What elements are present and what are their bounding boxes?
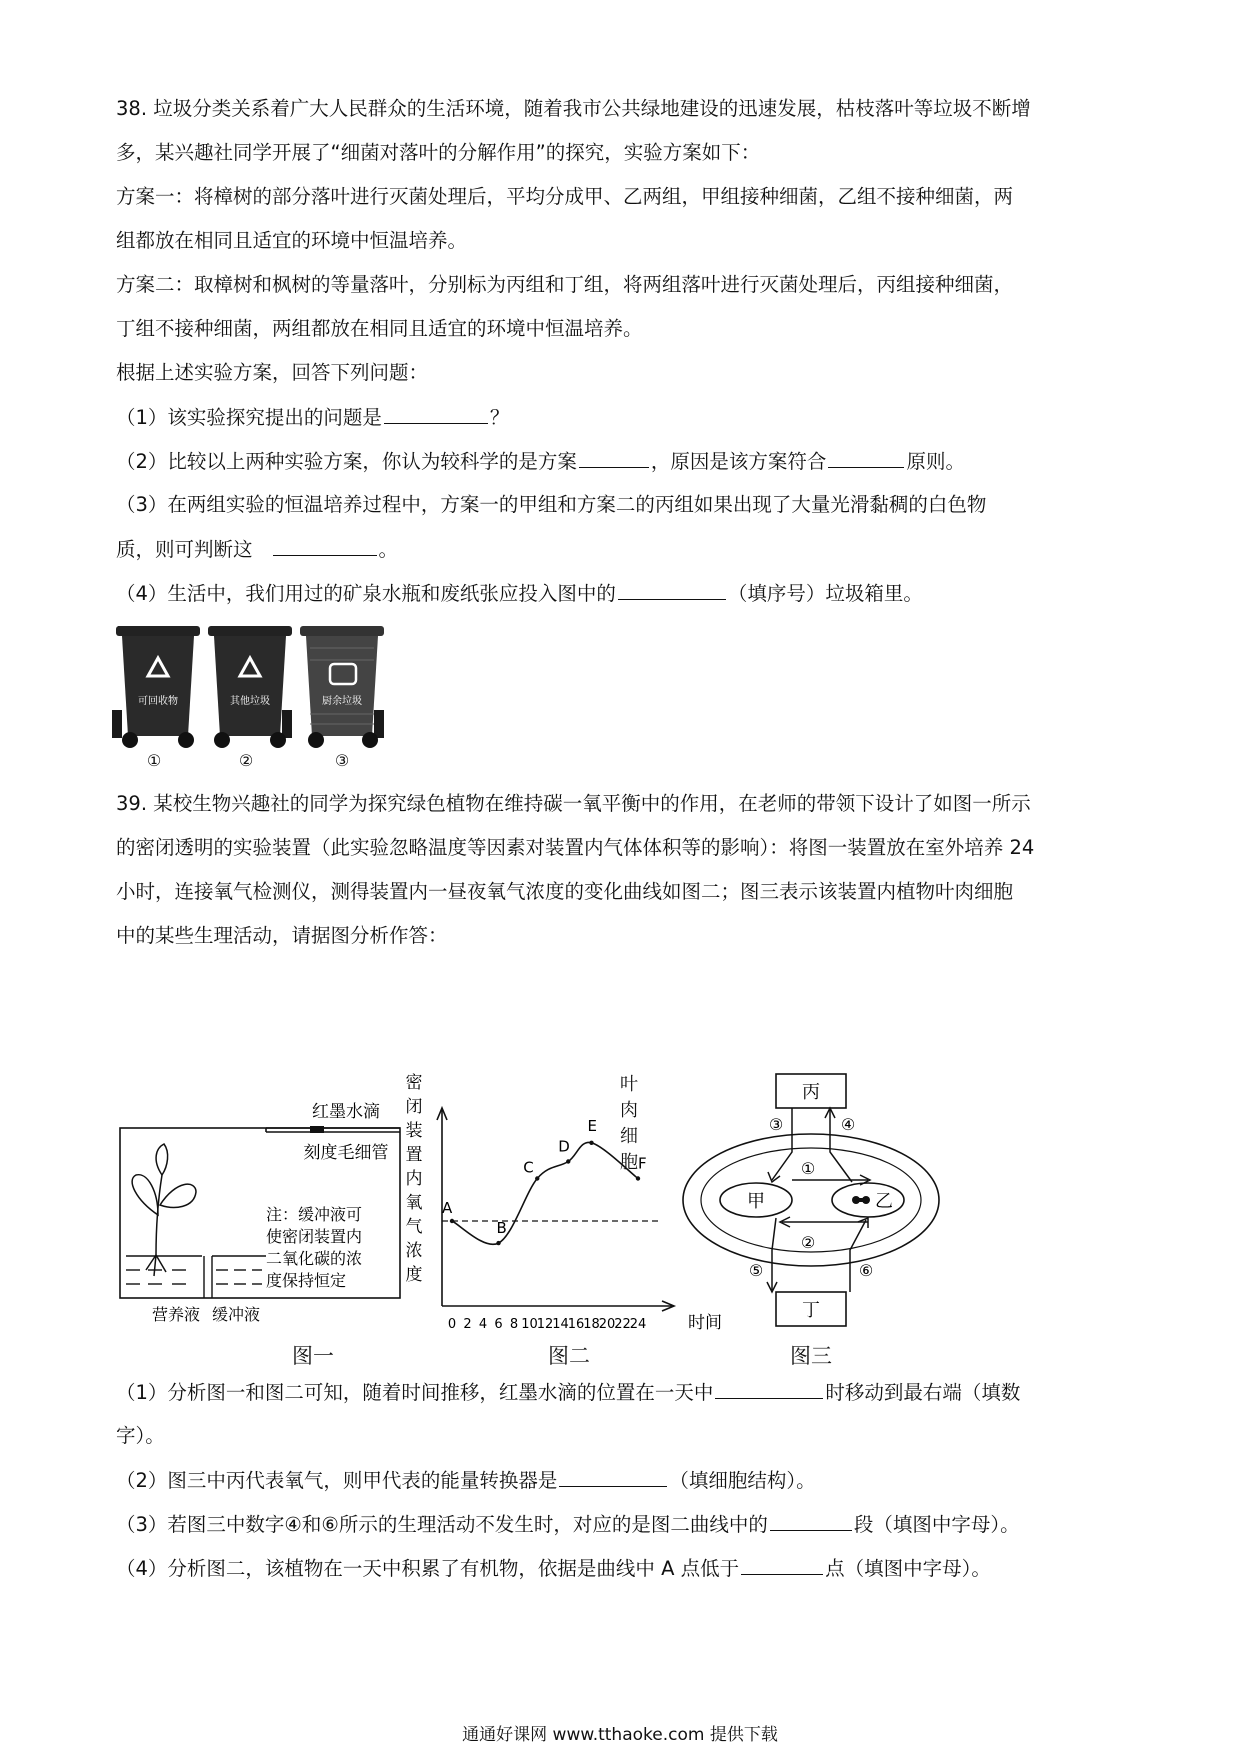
ink-drop [310, 1126, 324, 1133]
q38-sub4-end: （填序号）垃圾箱里。 [727, 582, 923, 605]
x-tick-label: 6 [494, 1317, 503, 1332]
q39-sub4 [116, 1554, 991, 1583]
answer-blank[interactable] [618, 579, 726, 600]
point-C [535, 1176, 539, 1180]
answer-blank[interactable] [384, 403, 488, 424]
side-label-char: 细 [620, 1126, 638, 1147]
ylabel-char: 氧 [405, 1193, 423, 1213]
q39-sub2 [116, 1466, 816, 1495]
label-ink-drop: 红墨水滴 [312, 1102, 380, 1122]
bin-2-label: 其他垃圾 [230, 696, 270, 707]
label-capillary: 刻度毛细管 [303, 1143, 389, 1163]
point-D [566, 1159, 570, 1163]
x-tick-label: 18 [583, 1317, 600, 1332]
organelle-left-label: 甲 [747, 1191, 765, 1212]
q39-sub4-end: 点（填图中字母）。 [825, 1557, 991, 1580]
ylabel-char: 度 [405, 1265, 423, 1285]
organelle-right-label: 乙 [875, 1191, 893, 1212]
x-tick-label: 14 [552, 1317, 569, 1332]
side-label-char: 胞 [620, 1152, 638, 1173]
arrow-label-2: ② [800, 1233, 816, 1252]
q38-prompt: 根据上述实验方案，回答下列问题： [116, 361, 429, 384]
ylabel-char: 内 [405, 1169, 423, 1189]
figure-3-cell-diagram [672, 1070, 962, 1340]
x-tick-label: 8 [509, 1317, 519, 1332]
point-label-F: F [638, 1154, 647, 1173]
box-top-label: 丙 [802, 1082, 820, 1103]
page-footer: 通通好课网 www.tthaoke.com 提供下载 [462, 1725, 778, 1745]
arrow-label-1: ① [800, 1159, 816, 1178]
bin-3-label: 厨余垃圾 [322, 696, 362, 707]
q38-sub4-text: （4）生活中，我们用过的矿泉水瓶和废纸张应投入图中的 [116, 582, 616, 605]
answer-blank[interactable] [579, 447, 649, 468]
arrow-label-6: ⑥ [858, 1261, 874, 1280]
label-nutrient: 营养液 [152, 1305, 201, 1324]
answer-blank[interactable] [559, 1466, 667, 1487]
q38-sub1 [116, 403, 509, 432]
ylabel-char: 置 [405, 1145, 423, 1165]
bin-1-number: ① [146, 751, 162, 770]
x-tick-label: 20 [598, 1317, 616, 1332]
oxygen-curve [452, 1142, 638, 1244]
q38-sub1-text: （1）该实验探究提出的问题是 [116, 406, 382, 429]
x-tick-label: 12 [536, 1317, 554, 1332]
chart-ylabel [406, 1073, 423, 1285]
figure-1-caption: 图一 [292, 1344, 334, 1368]
label-buffer: 缓冲液 [212, 1305, 261, 1324]
bin-1-label: 可回收物 [138, 696, 178, 707]
x-tick-label: 24 [629, 1317, 647, 1332]
q38-plan1-line1: 方案一：将樟树的部分落叶进行灭菌处理后，平均分成甲、乙两组，甲组接种细菌，乙组不接种细菌，两 [116, 185, 1014, 208]
q38-sub3-text: 质，则可判断这 [116, 538, 253, 561]
answer-blank[interactable] [828, 447, 904, 468]
arrow-label-3: ③ [768, 1115, 784, 1134]
q39-sub3-text: （3）若图三中数字④和⑥所示的生理活动不发生时，对应的是图二曲线中的 [116, 1513, 768, 1536]
answer-blank[interactable] [770, 1510, 852, 1531]
point-label-E: E [587, 1116, 597, 1135]
point-F [636, 1176, 640, 1180]
q38-sub1-end: ？ [489, 406, 510, 429]
q38-sub2-text: （2）比较以上两种实验方案，你认为较科学的是方案 [116, 450, 577, 473]
q38-intro-line2: 多，某兴趣社同学开展了“细菌对落叶的分解作用”的探究，实验方案如下： [116, 141, 761, 164]
bin-3-number: ③ [334, 751, 350, 770]
q39-intro-line3: 小时，连接氧气检测仪，测得装置内一昼夜氧气浓度的变化曲线如图二；图三表示该装置内植物叶肉细胞 [116, 880, 1014, 903]
garbage-bins-figure [112, 618, 402, 776]
ylabel-char: 装 [405, 1121, 423, 1141]
point-E [589, 1141, 593, 1145]
note-line-1: 注：缓冲液可 [266, 1205, 363, 1224]
x-tick-label: 10 [521, 1317, 538, 1332]
side-label-char: 叶 [620, 1074, 638, 1095]
answer-blank[interactable] [715, 1378, 823, 1399]
point-A [450, 1219, 454, 1223]
point-label-C: C [523, 1158, 534, 1177]
q39-sub1-end: 时移动到最右端（填数 [825, 1381, 1021, 1404]
q39-intro-line4: 中的某些生理活动，请据图分析作答： [116, 924, 448, 947]
point-label-A: A [442, 1199, 453, 1217]
answer-blank[interactable] [741, 1554, 823, 1575]
q38-sub2-end: 原则。 [906, 450, 965, 473]
ylabel-char: 闭 [405, 1097, 423, 1117]
q39-sub3-end: 段（填图中字母）。 [853, 1513, 1020, 1536]
figure-1-apparatus [116, 1080, 416, 1340]
q38-plan1-line2: 组都放在相同且适宜的环境中恒温培养。 [116, 229, 468, 252]
q38-sub3-line2 [116, 535, 398, 564]
x-tick-label: 22 [614, 1317, 631, 1332]
chart-xlabel: 时间 [688, 1313, 722, 1333]
answer-blank[interactable] [273, 535, 377, 556]
q38-sub2-mid: ，原因是该方案符合 [650, 450, 827, 473]
q39-sub2-text: （2）图三中丙代表氧气，则甲代表的能量转换器是 [116, 1469, 558, 1492]
x-tick-label: 0 [447, 1317, 457, 1332]
note-line-3: 二氧化碳的浓 [266, 1249, 363, 1268]
point-label-B: B [496, 1219, 507, 1238]
figure-2-caption: 图二 [548, 1344, 590, 1368]
q38-sub3-line1: （3）在两组实验的恒温培养过程中，方案一的甲组和方案二的丙组如果出现了大量光滑黏稠的白色物 [116, 493, 987, 516]
q38-plan2-line2: 丁组不接种细菌，两组都放在相同且适宜的环境中恒温培养。 [116, 317, 643, 340]
q38-sub3-end: 。 [378, 538, 399, 561]
arrow-label-4: ④ [840, 1115, 856, 1134]
bin-2-number: ② [238, 751, 254, 770]
ylabel-char: 密 [405, 1073, 423, 1093]
q39-sub4-text: （4）分析图二，该植物在一天中积累了有机物，依据是曲线中 A 点低于 [116, 1557, 740, 1580]
note-line-2: 使密闭装置内 [266, 1227, 363, 1246]
q39-sub2-end: （填细胞结构）。 [669, 1469, 816, 1492]
q39-sub1 [116, 1378, 1020, 1407]
x-tick-label: 4 [478, 1317, 488, 1332]
x-tick-label: 16 [567, 1317, 585, 1332]
q39-intro-line2: 的密闭透明的实验装置（此实验忽略温度等因素对装置内气体体积等的影响）：将图一装置放在室外培养 24 [116, 836, 1035, 859]
q39-sub3 [116, 1510, 1020, 1539]
q39-intro-line1: 39. 某校生物兴趣社的同学为探究绿色植物在维持碳一氧平衡中的作用，在老师的带领下设计了如图一所示 [116, 792, 1031, 815]
figure-3-side-label [620, 1072, 644, 1176]
ylabel-char: 浓 [405, 1241, 423, 1261]
q39-sub1-text: （1）分析图一和图二可知，随着时间推移，红墨水滴的位置在一天中 [116, 1381, 714, 1404]
x-tick-label: 2 [463, 1317, 472, 1332]
q38-intro-line1: 38. 垃圾分类关系着广大人民群众的生活环境，随着我市公共绿地建设的迅速发展，枯枝落叶等垃圾不断增 [116, 97, 1031, 120]
point-B [496, 1241, 500, 1245]
arrow-label-5: ⑤ [748, 1261, 764, 1280]
q38-plan2-line1: 方案二：取樟树和枫树的等量落叶，分别标为丙组和丁组，将两组落叶进行灭菌处理后，丙组接种细菌， [116, 273, 1014, 296]
note-line-4: 度保持恒定 [266, 1271, 347, 1290]
side-label-char: 肉 [620, 1100, 638, 1121]
figure-3-caption: 图三 [790, 1344, 832, 1368]
point-label-D: D [558, 1137, 570, 1156]
q39-sub1-line2: 字）。 [116, 1424, 165, 1447]
q38-sub4 [116, 579, 923, 608]
ylabel-char: 气 [405, 1217, 423, 1237]
box-bottom-label: 丁 [802, 1300, 820, 1321]
q38-sub2 [116, 447, 965, 476]
